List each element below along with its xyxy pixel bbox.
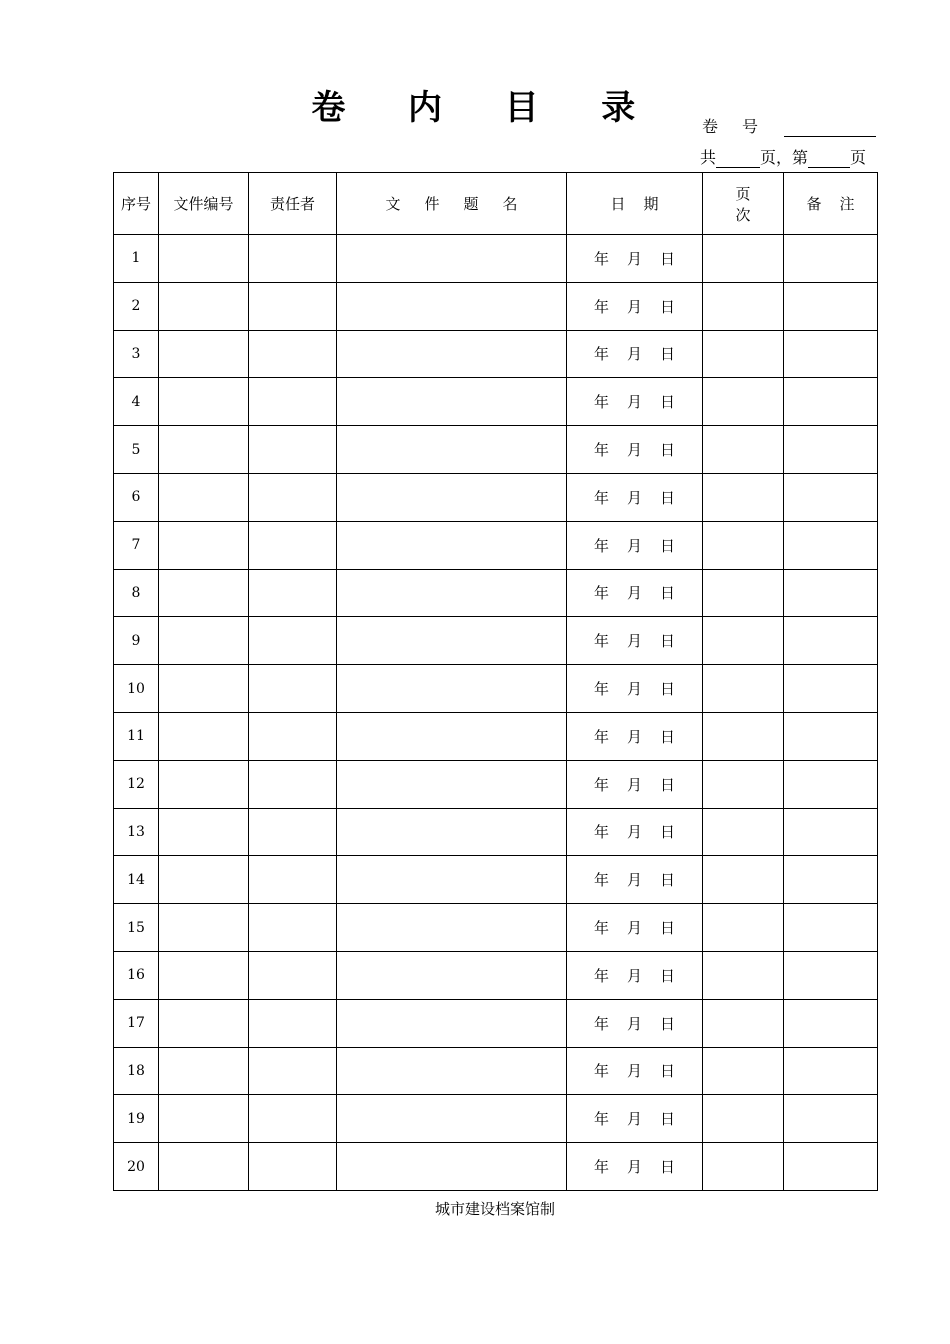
row-date-cell[interactable]: 年月日 [567,999,703,1047]
row-page-cell[interactable] [703,521,784,569]
col-header-date: 日期 [567,173,703,235]
row-date-cell[interactable]: 年月日 [567,330,703,378]
row-page-cell[interactable] [703,473,784,521]
table-row [114,904,878,952]
total-pages-field[interactable] [716,149,760,168]
row-seq: 5 [114,426,159,474]
row-page-cell[interactable] [703,999,784,1047]
col-header-responsible: 责任者 [249,173,337,235]
row-title-cell[interactable] [337,282,567,330]
row-remarks-cell[interactable] [784,235,878,283]
row-responsible-cell[interactable] [249,665,337,713]
table-row [114,617,878,665]
row-responsible-cell[interactable] [249,760,337,808]
row-title-cell[interactable] [337,760,567,808]
row-remarks-cell[interactable] [784,904,878,952]
row-page-cell[interactable] [703,665,784,713]
row-file-no-cell[interactable] [159,760,249,808]
row-seq: 3 [114,330,159,378]
col-header-file-no: 文件编号 [159,173,249,235]
header-row [114,173,878,235]
row-file-no-cell[interactable] [159,808,249,856]
page-number-field[interactable] [808,149,850,168]
row-seq: 19 [114,1095,159,1143]
row-page-cell[interactable] [703,1095,784,1143]
row-page-cell[interactable] [703,426,784,474]
row-date-cell[interactable]: 年月日 [567,1095,703,1143]
row-responsible-cell[interactable] [249,473,337,521]
row-seq: 17 [114,999,159,1047]
row-responsible-cell[interactable] [249,712,337,760]
row-file-no-cell[interactable] [159,617,249,665]
page-count-line [700,145,866,168]
row-responsible-cell[interactable] [249,521,337,569]
row-page-cell[interactable] [703,760,784,808]
row-title-cell[interactable] [337,999,567,1047]
row-date-cell[interactable]: 年月日 [567,473,703,521]
row-page-cell[interactable] [703,808,784,856]
row-date-cell[interactable]: 年月日 [567,856,703,904]
row-title-cell[interactable] [337,808,567,856]
table-row [114,473,878,521]
row-seq: 11 [114,712,159,760]
row-responsible-cell[interactable] [249,904,337,952]
row-file-no-cell[interactable] [159,473,249,521]
row-file-no-cell[interactable] [159,235,249,283]
table-row [114,712,878,760]
row-file-no-cell[interactable] [159,904,249,952]
row-title-cell[interactable] [337,521,567,569]
row-remarks-cell[interactable] [784,282,878,330]
col-header-title: 文件题名 [337,173,567,235]
row-responsible-cell[interactable] [249,951,337,999]
table-row [114,1047,878,1095]
row-title-cell[interactable] [337,617,567,665]
row-seq: 12 [114,760,159,808]
row-file-no-cell[interactable] [159,665,249,713]
volume-number-field[interactable] [784,118,876,137]
row-remarks-cell[interactable] [784,378,878,426]
pages-suffix: 页 [849,148,866,167]
row-responsible-cell[interactable] [249,282,337,330]
row-remarks-cell[interactable] [784,999,878,1047]
row-seq: 18 [114,1047,159,1095]
row-date-cell[interactable]: 年月日 [567,808,703,856]
row-seq: 20 [114,1143,159,1191]
row-remarks-cell[interactable] [784,473,878,521]
row-title-cell[interactable] [337,665,567,713]
row-page-cell[interactable] [703,378,784,426]
row-date-cell[interactable]: 年月日 [567,904,703,952]
table-row [114,665,878,713]
row-title-cell[interactable] [337,1047,567,1095]
row-remarks-cell[interactable] [784,951,878,999]
row-remarks-cell[interactable] [784,569,878,617]
col-header-page: 页次 [703,173,784,235]
row-file-no-cell[interactable] [159,1095,249,1143]
row-seq: 2 [114,282,159,330]
row-page-cell[interactable] [703,235,784,283]
row-date-cell[interactable]: 年月日 [567,282,703,330]
row-title-cell[interactable] [337,235,567,283]
row-remarks-cell[interactable] [784,712,878,760]
row-page-cell[interactable] [703,1143,784,1191]
table-row [114,378,878,426]
row-file-no-cell[interactable] [159,712,249,760]
col-header-seq: 序号 [114,173,159,235]
title-char: 内 [407,88,446,128]
row-date-cell[interactable]: 年月日 [567,760,703,808]
table-row [114,999,878,1047]
row-file-no-cell[interactable] [159,330,249,378]
row-date-cell[interactable]: 年月日 [567,378,703,426]
row-date-cell[interactable]: 年月日 [567,426,703,474]
row-file-no-cell[interactable] [159,1143,249,1191]
row-responsible-cell[interactable] [249,426,337,474]
row-page-cell[interactable] [703,330,784,378]
row-date-cell[interactable]: 年月日 [567,1143,703,1191]
row-page-cell[interactable] [703,569,784,617]
row-date-cell[interactable]: 年月日 [567,712,703,760]
row-file-no-cell[interactable] [159,951,249,999]
row-date-cell[interactable]: 年月日 [567,521,703,569]
row-remarks-cell[interactable] [784,617,878,665]
title-char: 目 [504,88,543,128]
row-file-no-cell[interactable] [159,378,249,426]
table-row [114,808,878,856]
row-remarks-cell[interactable] [784,1095,878,1143]
row-file-no-cell[interactable] [159,1047,249,1095]
table-row [114,856,878,904]
row-responsible-cell[interactable] [249,330,337,378]
row-seq: 14 [114,856,159,904]
row-remarks-cell[interactable] [784,808,878,856]
row-title-cell[interactable] [337,473,567,521]
table-row [114,282,878,330]
row-responsible-cell[interactable] [249,378,337,426]
row-title-cell[interactable] [337,378,567,426]
volume-label: 卷号 [701,117,782,136]
volume-number-line [702,114,876,137]
row-page-cell[interactable] [703,904,784,952]
row-remarks-cell[interactable] [784,1143,878,1191]
table-row [114,330,878,378]
row-seq: 6 [114,473,159,521]
title-char: 录 [601,88,639,128]
row-title-cell[interactable] [337,426,567,474]
table-row [114,569,878,617]
row-file-no-cell[interactable] [159,282,249,330]
row-seq: 13 [114,808,159,856]
pages-mid-text: 页，第 [759,148,808,167]
row-remarks-cell[interactable] [784,521,878,569]
row-title-cell[interactable] [337,712,567,760]
row-remarks-cell[interactable] [784,665,878,713]
row-responsible-cell[interactable] [249,1143,337,1191]
row-page-cell[interactable] [703,712,784,760]
row-title-cell[interactable] [337,951,567,999]
row-seq: 8 [114,569,159,617]
table-row [114,1143,878,1191]
row-responsible-cell[interactable] [249,999,337,1047]
row-responsible-cell[interactable] [249,856,337,904]
row-seq: 16 [114,951,159,999]
table-row [114,235,878,283]
row-remarks-cell[interactable] [784,760,878,808]
row-title-cell[interactable] [337,904,567,952]
row-seq: 9 [114,617,159,665]
row-page-cell[interactable] [703,951,784,999]
row-file-no-cell[interactable] [159,856,249,904]
row-file-no-cell[interactable] [159,569,249,617]
col-header-remarks: 备注 [784,173,878,235]
row-responsible-cell[interactable] [249,235,337,283]
title-char: 卷 [311,88,349,128]
catalog-table [113,172,878,1191]
row-date-cell[interactable]: 年月日 [567,569,703,617]
row-date-cell[interactable]: 年月日 [567,617,703,665]
row-file-no-cell[interactable] [159,426,249,474]
row-title-cell[interactable] [337,856,567,904]
row-remarks-cell[interactable] [784,856,878,904]
row-responsible-cell[interactable] [249,808,337,856]
row-seq: 1 [114,235,159,283]
row-seq: 4 [114,378,159,426]
row-remarks-cell[interactable] [784,330,878,378]
row-title-cell[interactable] [337,569,567,617]
row-page-cell[interactable] [703,617,784,665]
table-row [114,951,878,999]
row-page-cell[interactable] [703,282,784,330]
table-row [114,1095,878,1143]
row-file-no-cell[interactable] [159,999,249,1047]
row-seq: 7 [114,521,159,569]
row-title-cell[interactable] [337,330,567,378]
row-remarks-cell[interactable] [784,426,878,474]
row-seq: 10 [114,665,159,713]
total-prefix: 共 [699,148,716,167]
table-row [114,521,878,569]
row-seq: 15 [114,904,159,952]
row-title-cell[interactable] [337,1095,567,1143]
row-responsible-cell[interactable] [249,1047,337,1095]
row-date-cell[interactable]: 年月日 [567,665,703,713]
row-page-cell[interactable] [703,856,784,904]
row-date-cell[interactable]: 年月日 [567,1047,703,1095]
footer-issuer: 城市建设档案馆制 [434,1200,555,1218]
row-date-cell[interactable]: 年月日 [567,951,703,999]
row-file-no-cell[interactable] [159,521,249,569]
row-date-cell[interactable]: 年月日 [567,235,703,283]
row-remarks-cell[interactable] [784,1047,878,1095]
row-responsible-cell[interactable] [249,569,337,617]
table-row [114,426,878,474]
row-title-cell[interactable] [337,1143,567,1191]
row-responsible-cell[interactable] [249,1095,337,1143]
row-page-cell[interactable] [703,1047,784,1095]
row-responsible-cell[interactable] [249,617,337,665]
table-row [114,760,878,808]
